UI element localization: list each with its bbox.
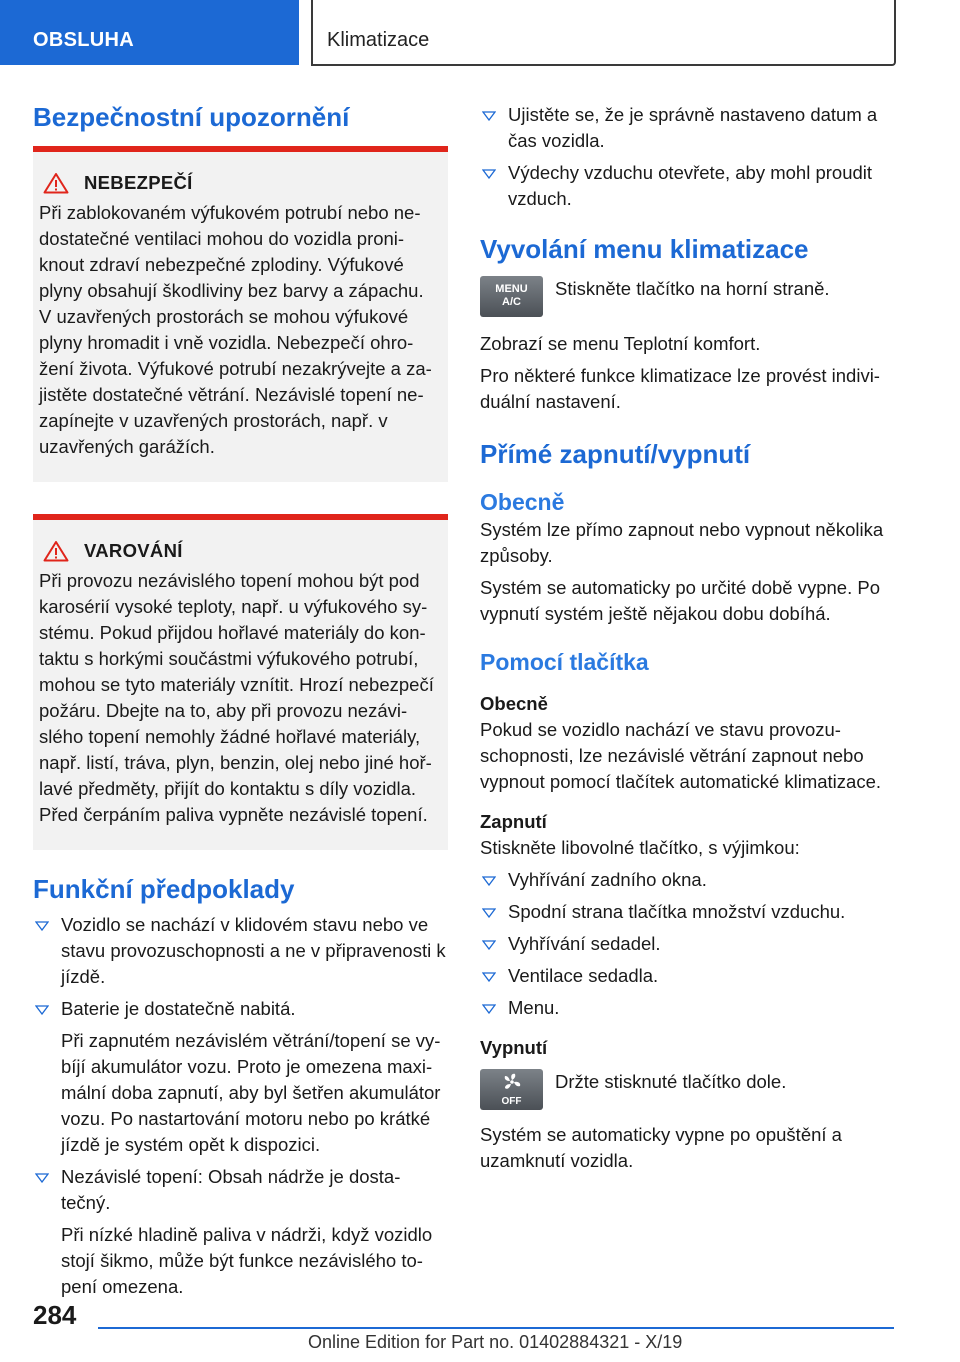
section-title-safety: Bezpečnostní upozornění xyxy=(33,102,350,132)
triangle-bullet-icon xyxy=(482,876,496,886)
subsection-title-button: Pomocí tlačítka xyxy=(480,649,649,675)
warning-text: Při provozu nezávislého topení mohou být pod karosérií vysoké teploty, např. u výfukového sy-stému. Pokud přijdou hořlavé materiály do kon-taktu s horkými součástmi výfukového potrubí, mohou se tyto materiály vznítit. Hrozí nebezpečí požáru. Dbejte na to, aby při provozu nezávi-slého topení nemohly žádné hořlavé materiály, např. listí, tráva, plyn, benzin, olej nebo jiné hoř-lavé předměty, přijít do kontaktu s díly vozidla. Před čerpáním paliva vypněte nezávislé topení. xyxy=(39,570,434,825)
triangle-bullet-icon xyxy=(482,972,496,982)
triangle-bullet-icon xyxy=(482,169,496,179)
list-item: Vozidlo se nachází v klidovém stavu nebo ve stavu provozuschopnosti a ne v připravenosti k jízdě. xyxy=(33,912,448,990)
list-item-detail: Při zapnutém nezávislém větrání/topení se vy-bíjí akumulátor vozu. Proto je omezena maxi-mální doba zapnutí, aby byl šetřen akumulátor vozu. Po nastartování motoru nebo po krátké jízdě je systém opět k dispozici. xyxy=(61,1030,441,1155)
footer-divider xyxy=(98,1327,894,1329)
list-item: Ujistěte se, že je správně nastaveno datum a čas vozidla. xyxy=(480,102,898,154)
minor-heading: Zapnutí xyxy=(480,811,547,832)
triangle-bullet-icon xyxy=(35,921,49,931)
fan-icon xyxy=(501,1072,523,1092)
menu-button-row xyxy=(480,276,898,317)
paragraph: Systém se automaticky vypne po opuštění a uzamknutí vozidla. xyxy=(480,1124,842,1171)
header-section-label: OBSLUHA xyxy=(33,29,134,51)
triangle-bullet-icon xyxy=(482,111,496,121)
warning-triangle-icon xyxy=(43,172,69,194)
warning-title: VAROVÁNÍ xyxy=(84,540,183,561)
list-item: Vyhřívání zadního okna. xyxy=(480,867,898,893)
list-item-detail: Při nízké hladině paliva v nádrži, když vozidlo stojí šikmo, může být funkce nezávislého to-pení omezena. xyxy=(61,1224,433,1297)
left-column xyxy=(33,100,448,1300)
list-item: Nezávislé topení: Obsah nádrže je dosta-tečný. Při nízké hladině paliva v nádrži, když vozidlo stojí šikmo, může být funkce nezávislého to-pení omezena. xyxy=(33,1164,448,1300)
section-title-prerequisites: Funkční předpoklady xyxy=(33,874,295,904)
danger-text: Při zablokovaném výfukovém potrubí nebo ne-dostatečné ventilaci mohou do vozidla proni-knout zdraví nebezpečné zplodiny. Výfukové plyny obsahují škodliviny bez barvy a zápachu. V uzavřených prostorách se mohou výfukové plyny hromadit i vně vozidla. Nebezpečí ohro-žení života. Výfukové potrubí nezakrývejte a za-jistěte dostatečné větrání. Nezávislé topení ne-zapínejte v uzavřených prostorách, např. v uzavřených garážích. xyxy=(39,202,432,457)
exception-list xyxy=(480,867,898,1021)
footer-edition-text: Online Edition for Part no. 01402884321 - X/19 xyxy=(308,1332,683,1352)
fan-off-button-image: OFF xyxy=(480,1069,543,1110)
menu-ac-button-image: MENU A/C xyxy=(480,276,543,317)
warning-box xyxy=(33,514,448,850)
triangle-bullet-icon xyxy=(482,908,496,918)
fan-button-row xyxy=(480,1069,898,1110)
list-item: Vyhřívání sedadel. xyxy=(480,931,898,957)
page-number: 284 xyxy=(33,1300,77,1330)
paragraph: Pokud se vozidlo nachází ve stavu provozu-schopnosti, lze nezávislé větrání zapnout nebo vypnout pomocí tlačítek automatické klimatizace. xyxy=(480,719,882,792)
section-title-menu: Vyvolání menu klimatizace xyxy=(480,234,809,264)
fan-button-text: Držte stisknuté tlačítko dole. xyxy=(555,1071,787,1092)
subsection-title-general: Obecně xyxy=(480,489,565,515)
header-section-tab xyxy=(0,0,299,65)
list-item: Ventilace sedadla. xyxy=(480,963,898,989)
paragraph: Zobrazí se menu Teplotní komfort. xyxy=(480,333,761,354)
triangle-bullet-icon xyxy=(35,1173,49,1183)
header-chapter-tab xyxy=(311,0,896,66)
list-item: Výdechy vzduchu otevřete, aby mohl proudit vzduch. xyxy=(480,160,898,212)
paragraph: Systém lze přímo zapnout nebo vypnout několika způsoby. xyxy=(480,519,884,566)
section-title-direct: Přímé zapnutí/vypnutí xyxy=(480,439,751,469)
list-item: Menu. xyxy=(480,995,898,1021)
menu-button-text: Stiskněte tlačítko na horní straně. xyxy=(555,278,830,299)
minor-heading: Vypnutí xyxy=(480,1037,548,1058)
paragraph: Stiskněte libovolné tlačítko, s výjimkou: xyxy=(480,837,800,858)
triangle-bullet-icon xyxy=(482,1004,496,1014)
minor-heading: Obecně xyxy=(480,693,548,714)
list-item: Spodní strana tlačítka množství vzduchu. xyxy=(480,899,898,925)
danger-title: NEBEZPEČÍ xyxy=(84,172,193,193)
list-item: Baterie je dostatečně nabitá. Při zapnutém nezávislém větrání/topení se vy-bíjí akumulátor vozu. Proto je omezena maxi-mální doba zapnutí, aby byl šetřen akumulátor vozu. Po nastartování motoru nebo po krátké jízdě je systém opět k dispozici. xyxy=(33,996,448,1158)
triangle-bullet-icon xyxy=(482,940,496,950)
triangle-bullet-icon xyxy=(35,1005,49,1015)
right-column xyxy=(480,102,898,1174)
header-chapter-label: Klimatizace xyxy=(327,29,430,51)
danger-box xyxy=(33,146,448,482)
warning-triangle-icon xyxy=(43,540,69,562)
paragraph: Pro některé funkce klimatizace lze provést indivi-duální nastavení. xyxy=(480,365,880,412)
paragraph: Systém se automaticky po určité době vypne. Po vypnutí systém ještě nějakou dobu dobíhá. xyxy=(480,577,881,624)
